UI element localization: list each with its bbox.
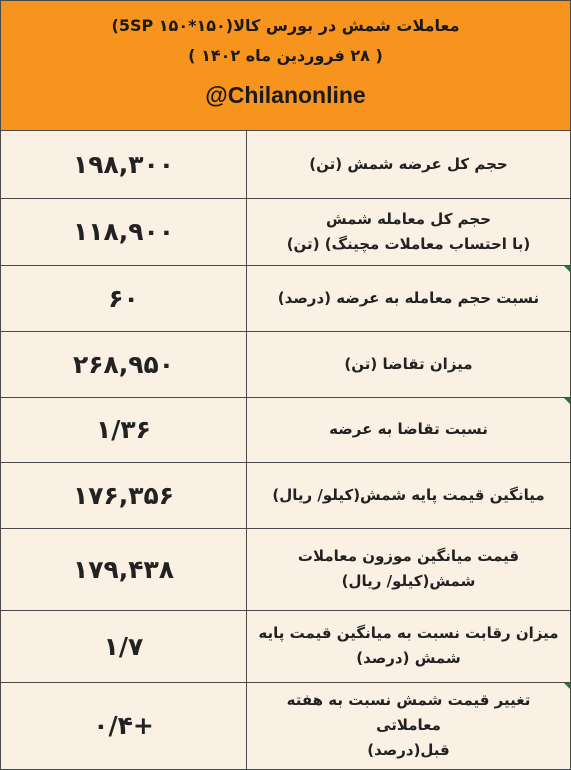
row-value: ۱۹۸,۳۰۰ [1,131,247,198]
header-banner [1,1,570,131]
row-label-line-2: شمش (درصد) [356,649,461,667]
row-label [247,462,571,528]
row-value: +۰/۴ [1,682,247,769]
row-label-line-2: قبل(درصد) [367,741,450,760]
row-label [247,397,571,462]
header-date: ( ۲۸ فروردین ماه ۱۴۰۲ ) [188,46,383,65]
table-row [1,462,570,528]
table-row [1,331,570,397]
row-label [247,682,571,769]
table-row [1,682,570,769]
row-label-line: تغییر قیمت شمش نسبت به هفته معاملاتی [286,691,531,735]
row-value: ۱۷۶,۳۵۶ [1,462,247,528]
row-value: ۱۱۸,۹۰۰ [1,198,247,265]
table-row [1,610,570,682]
row-label [247,198,571,265]
row-label [247,131,571,198]
table-row [1,528,570,610]
row-label-line: میزان تقاضا (تن) [344,354,473,373]
row-value: ۱/۳۶ [1,397,247,462]
row-label [247,331,571,397]
table-row [1,265,570,331]
header-handle: @Chilanonline [205,82,366,108]
table-row [1,397,570,462]
row-label-line-2: شمش(کیلو/ ریال) [341,572,476,590]
row-label-line: نسبت حجم معامله به عرضه (درصد) [277,288,540,307]
row-label-line: میانگین قیمت پایه شمش(کیلو/ ریال) [272,485,545,504]
row-label-line-2: (با احتساب معاملات مچینگ) (تن) [286,234,531,253]
comment-marker-icon [564,683,570,689]
row-value: ۱/۷ [1,610,247,682]
row-label-line: حجم کل عرضه شمش (تن) [309,154,508,173]
row-label [247,610,571,682]
row-value: ۲۶۸,۹۵۰ [1,331,247,397]
row-label-line: میزان رقابت نسبت به میانگین قیمت پایه [258,624,559,642]
row-label-line: حجم کل معامله شمش [325,209,492,228]
comment-marker-icon [564,398,570,404]
row-value: ۶۰ [1,265,247,331]
row-label [247,265,571,331]
row-value: ۱۷۹,۴۳۸ [1,528,247,610]
comment-marker-icon [564,266,570,272]
row-label-line: قیمت میانگین موزون معاملات [297,547,520,565]
row-label [247,528,571,610]
header-title: معاملات شمش در بورس کالا(۱۵۰*۱۵۰ 5SP) [111,16,460,35]
table-row [1,131,570,198]
row-label-line: نسبت تقاضا به عرضه [329,420,488,438]
table-row [1,198,570,265]
stats-table [1,131,570,769]
